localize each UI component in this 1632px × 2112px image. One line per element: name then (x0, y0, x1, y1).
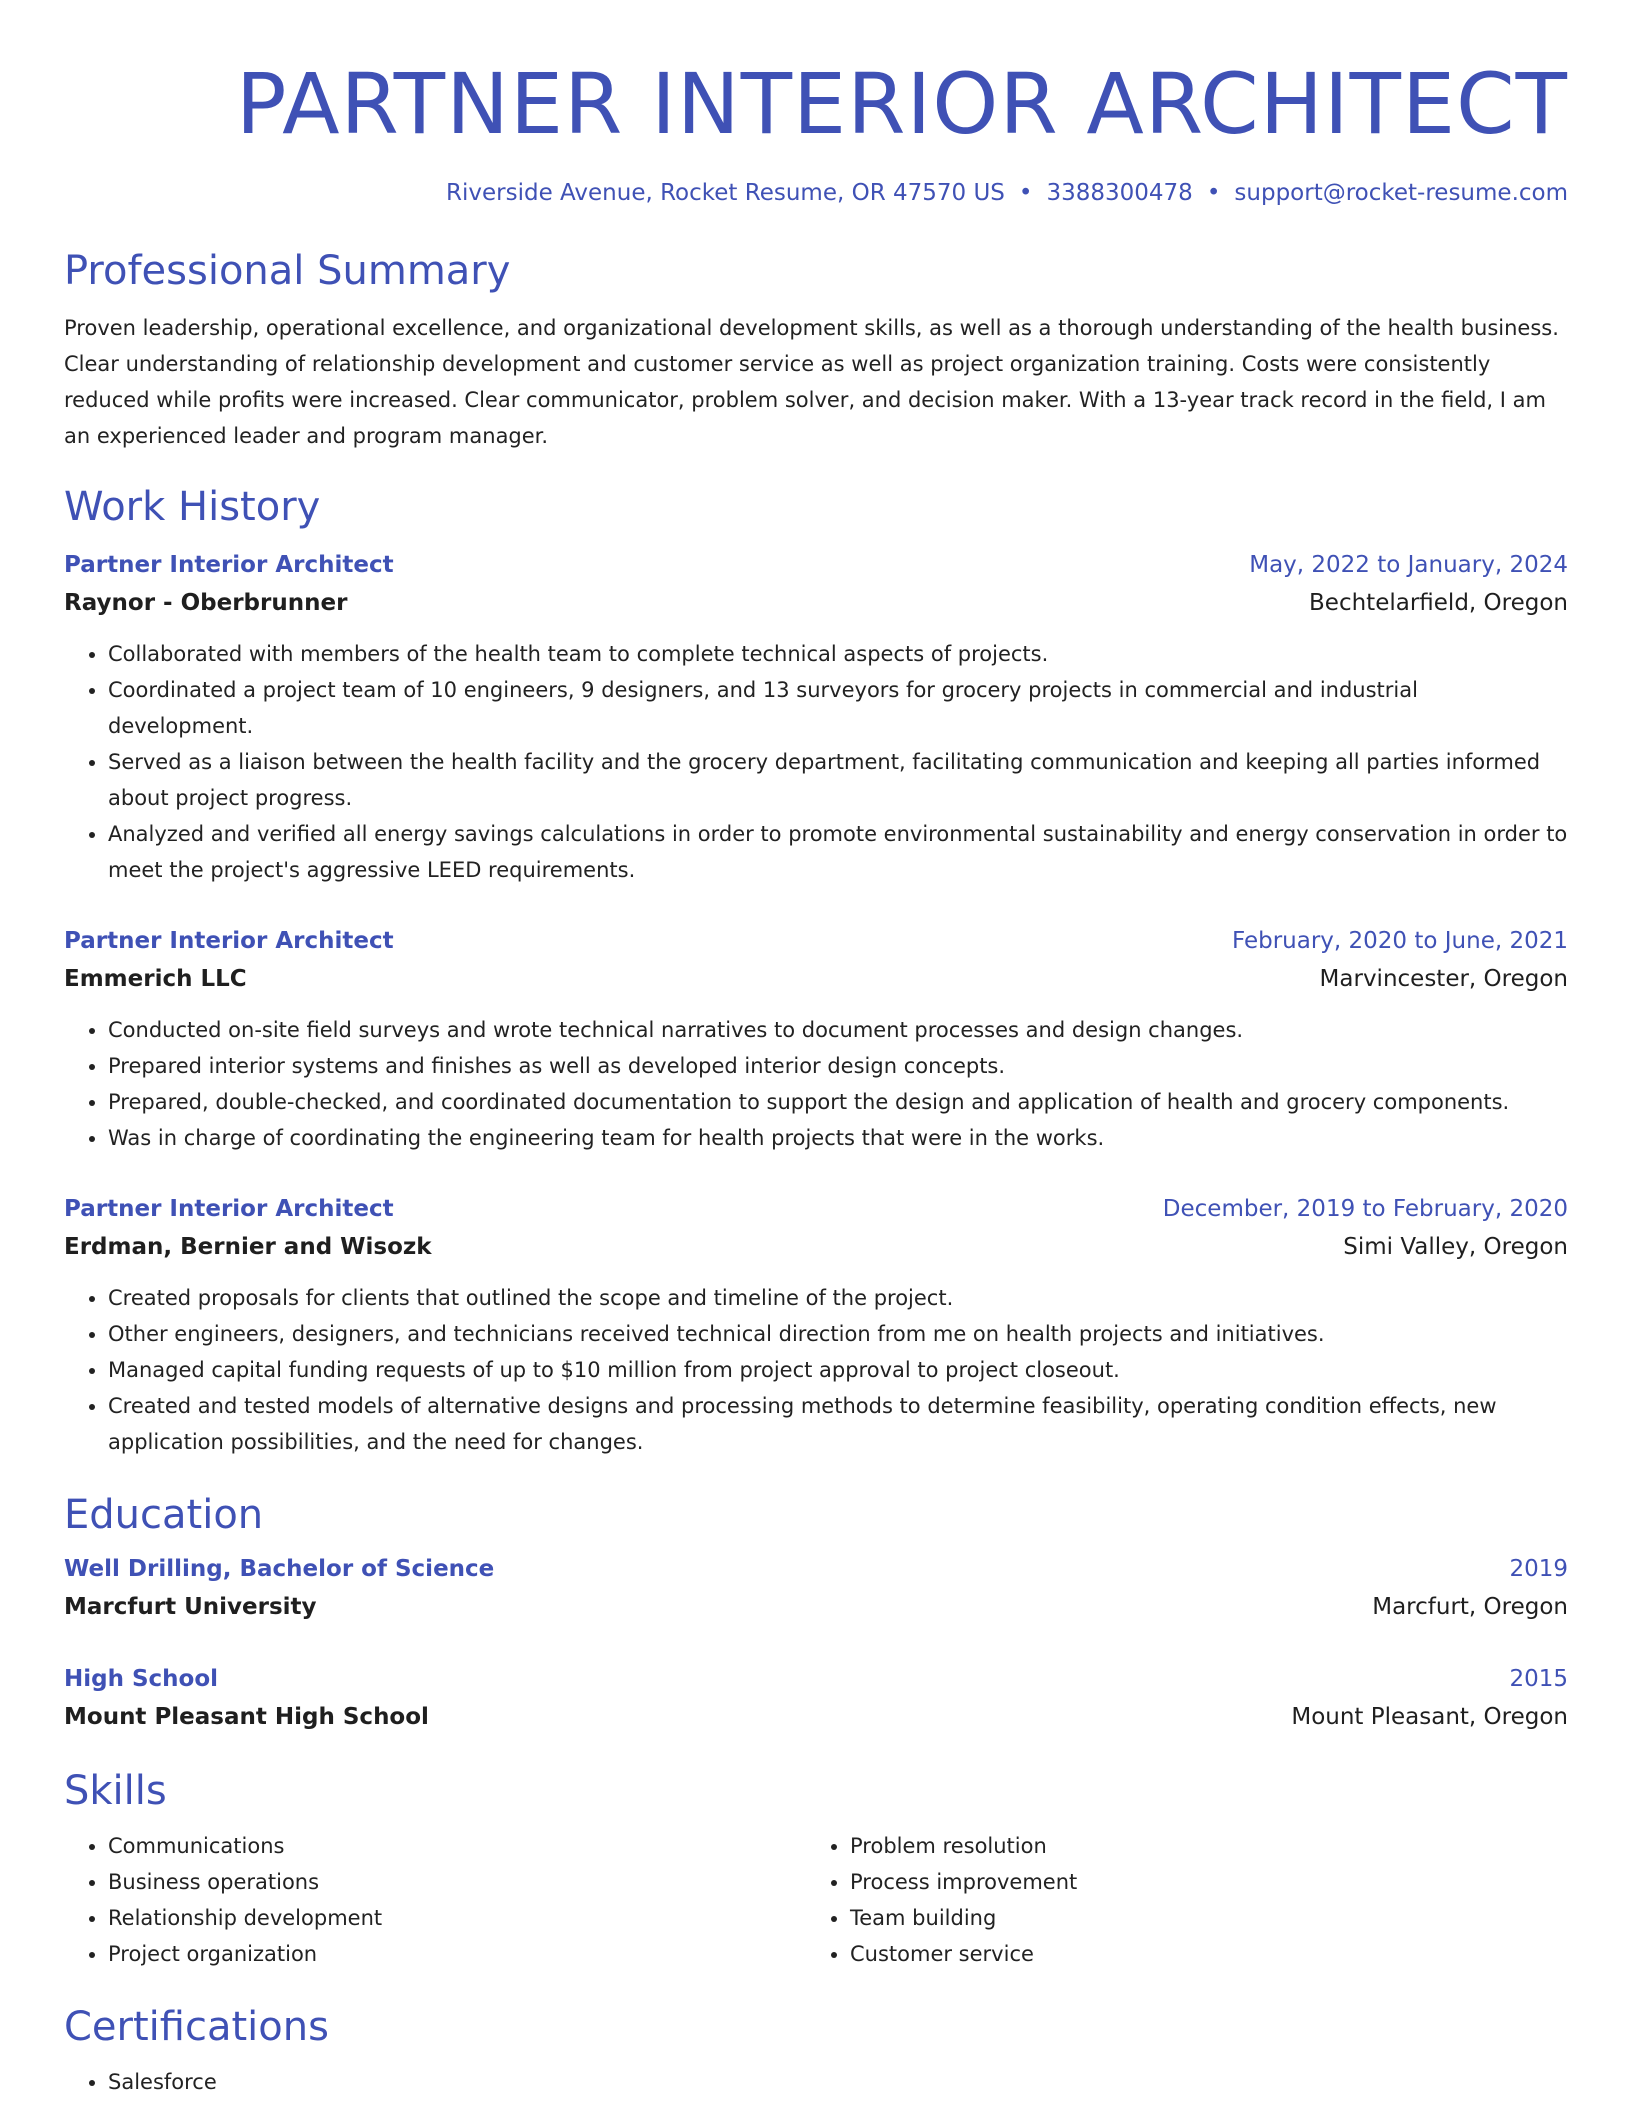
job-dates: February, 2020 to June, 2021 (1231, 928, 1568, 954)
job-bullets (64, 1012, 1568, 1156)
company-name: Erdman, Bernier and Wisozk (64, 1234, 432, 1260)
phone: 3388300478 (1046, 180, 1193, 206)
list-item: • Other engineers, designers, and technicians received technical direction from me on health projects and initiatives. (108, 1316, 1568, 1352)
education-heading: Education (64, 1492, 264, 1538)
list-item: • Coordinated a project team of 10 engineers, 9 designers, and 13 surveyors for grocery projects in commercial and industrial development. (108, 672, 1568, 744)
job-entry (64, 546, 1568, 888)
job-location: Simi Valley, Oregon (1343, 1234, 1568, 1260)
candidate-name: PARTNER INTERIOR ARCHITECT (235, 55, 1568, 153)
list-item: • Served as a liaison between the health facility and the grocery department, facilitating communication and keeping all parties informed about project progress. (108, 744, 1568, 816)
list-item: • Salesforce (108, 2064, 1568, 2100)
contact-line (64, 178, 1568, 208)
summary-text: Proven leadership, operational excellence, and organizational development skills, as well as a thorough understanding of the health business. Clear understanding of relationship development and customer service as well as project organization training. Costs were consistently reduced while profits were increased. Clear communicator, problem solver, and decision maker. With a 13-year track record in the field, I am an experienced leader and program manager. (64, 316, 1559, 448)
contact-separator: • (1018, 180, 1033, 206)
list-item: • Relationship development (108, 1900, 806, 1936)
graduation-year: 2019 (1509, 1556, 1568, 1582)
summary-heading: Professional Summary (64, 248, 511, 294)
company-name: Emmerich LLC (64, 966, 247, 992)
list-item: • Team building (850, 1900, 1548, 1936)
list-item: • Customer service (850, 1936, 1548, 1972)
company-name: Raynor - Oberbrunner (64, 590, 348, 616)
graduation-year: 2015 (1509, 1666, 1568, 1692)
job-title: Partner Interior Architect (64, 928, 394, 954)
list-item: • Problem resolution (850, 1828, 1548, 1864)
job-title: Partner Interior Architect (64, 552, 394, 578)
job-entry (64, 1190, 1568, 1460)
school-location: Marcfurt, Oregon (1372, 1594, 1568, 1620)
skills-grid (64, 1828, 1568, 1972)
work-history-heading: Work History (64, 484, 321, 530)
list-item: • Project organization (108, 1936, 806, 1972)
school-name: Mount Pleasant High School (64, 1704, 429, 1730)
job-dates: December, 2019 to February, 2020 (1162, 1196, 1568, 1222)
certifications-heading: Certifications (64, 2004, 329, 2050)
list-item: • Collaborated with members of the health team to complete technical aspects of projects. (108, 636, 1568, 672)
job-location: Bechtelarfield, Oregon (1309, 590, 1568, 616)
list-item: • Prepared, double-checked, and coordinated documentation to support the design and application of health and grocery components. (108, 1084, 1568, 1120)
contact-separator: • (1206, 180, 1221, 206)
job-location: Marvincester, Oregon (1319, 966, 1568, 992)
degree: Well Drilling, Bachelor of Science (64, 1556, 495, 1582)
list-item: • Created proposals for clients that outlined the scope and timeline of the project. (108, 1280, 1568, 1316)
skills-column-right (806, 1828, 1548, 1972)
job-bullets (64, 1280, 1568, 1460)
job-bullets (64, 636, 1568, 888)
list-item: • Was in charge of coordinating the engineering team for health projects that were in the works. (108, 1120, 1568, 1156)
job-dates: May, 2022 to January, 2024 (1249, 552, 1568, 578)
resume-header (64, 56, 1568, 208)
list-item: • Managed capital funding requests of up to $10 million from project approval to project closeout. (108, 1352, 1568, 1388)
degree: High School (64, 1666, 219, 1692)
job-title: Partner Interior Architect (64, 1196, 394, 1222)
list-item: • Created and tested models of alternative designs and processing methods to determine feasibility, operating condition effects, new application possibilities, and the need for changes. (108, 1388, 1568, 1460)
address: Riverside Avenue, Rocket Resume, OR 47570 US (446, 180, 1005, 206)
email-link[interactable]: support@rocket-resume.com (1234, 180, 1568, 206)
education-entry (64, 1550, 1568, 1626)
list-item: • Prepared interior systems and finishes as well as developed interior design concepts. (108, 1048, 1568, 1084)
list-item: • Process improvement (850, 1864, 1548, 1900)
job-entry (64, 922, 1568, 1156)
list-item: • Analyzed and verified all energy savings calculations in order to promote environmental sustainability and energy conservation in order to meet the project's aggressive LEED requirements. (108, 816, 1568, 888)
school-name: Marcfurt University (64, 1594, 317, 1620)
list-item: • Conducted on-site field surveys and wrote technical narratives to document processes and design changes. (108, 1012, 1568, 1048)
skills-heading: Skills (64, 1768, 167, 1814)
list-item: • Business operations (108, 1864, 806, 1900)
education-entry (64, 1660, 1568, 1736)
list-item: • Communications (108, 1828, 806, 1864)
skills-column-left (64, 1828, 806, 1972)
school-location: Mount Pleasant, Oregon (1291, 1704, 1568, 1730)
certifications-list (64, 2064, 1568, 2100)
